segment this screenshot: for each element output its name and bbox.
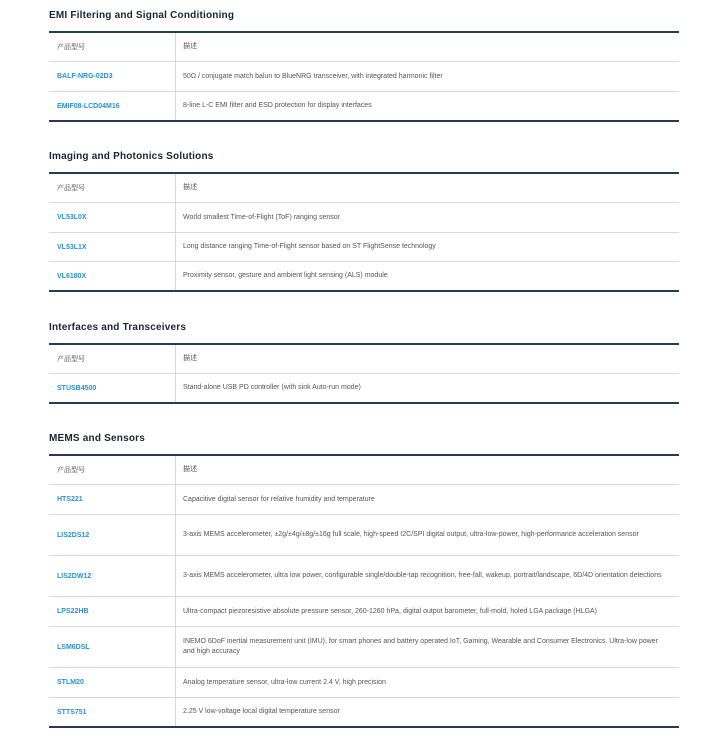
table-row (49, 668, 679, 698)
part-number-link[interactable]: HTS221 (57, 496, 83, 503)
section-emi-filtering (49, 9, 679, 110)
header-description: 描述 (183, 43, 197, 50)
table-row (49, 203, 679, 233)
part-number-link[interactable]: BALF-NRG-02D3 (57, 73, 113, 80)
header-description: 描述 (183, 355, 197, 362)
table-row (49, 62, 679, 92)
part-description: 50Ω / conjugate match balun to BlueNRG transceiver, with integrated harmonic filter (183, 72, 443, 80)
product-table (49, 343, 679, 404)
part-number-link[interactable]: LIS2DS12 (57, 531, 90, 539)
table-row (49, 92, 679, 122)
table-header-row (49, 174, 679, 203)
table-row (49, 627, 679, 668)
part-description: Ultra-compact piezoresistive absolute pressure sensor, 260-1260 hPa, digital output barometer, full-mold, holed LGA package (HLGA) (183, 607, 597, 615)
table-row (49, 374, 679, 404)
section-interfaces-transceivers (49, 321, 679, 392)
part-description: INEMO 6DoF inertial measurement unit (IMU), for smart phones and battery operated IoT, Gaming, Wearable and Consumer Electronics. Ultra-low power and high accuracy (183, 638, 658, 655)
table-row (49, 233, 679, 262)
header-part-number: 产品型号 (57, 356, 85, 363)
part-number-link[interactable]: STUSB4500 (57, 384, 97, 392)
part-number-link[interactable]: VL53L1X (57, 243, 87, 251)
part-description: 3-axis MEMS accelerometer, ultra low power, configurable single/double-tap recognition, free-fall, wakeup, portrait/landscape, 6D/4D orientation detections (183, 572, 662, 579)
header-part-number: 产品型号 (57, 467, 85, 474)
part-number-link[interactable]: LPS22HB (57, 608, 89, 615)
part-number-link[interactable]: STLM20 (57, 679, 84, 686)
part-description: Long distance ranging Time-of-Flight sensor based on ST FlightSense technology (183, 243, 436, 250)
part-number-link[interactable]: VL6180X (57, 272, 87, 280)
section-title: EMI Filtering and Signal Conditioning (49, 10, 235, 21)
part-description: 3-axis MEMS accelerometer, ±2g/±4g/±8g/±16g full scale, high-speed I2C/SPI digital output, ultra-low-power, high-performance acceleration sensor (183, 531, 639, 538)
product-table (49, 31, 679, 122)
product-table (49, 172, 679, 292)
table-row (49, 556, 679, 597)
section-title: Imaging and Photonics Solutions (49, 151, 214, 162)
part-description: 2.25 V low-voltage local digital temperature sensor (183, 708, 340, 715)
section-title: Interfaces and Transceivers (49, 322, 187, 333)
part-description: 8-line L-C EMI filter and ESD protection for display interfaces (183, 102, 372, 109)
header-description: 描述 (183, 184, 197, 191)
part-description: Analog temperature sensor, ultra-low current 2.4 V, high precision (183, 678, 386, 686)
part-description: World smallest Time-of-Flight (ToF) ranging sensor (183, 213, 341, 221)
table-row (49, 262, 679, 292)
table-header-row (49, 33, 679, 62)
part-description: Proximity sensor, gesture and ambient light sensing (ALS) module (183, 272, 388, 279)
header-part-number: 产品型号 (57, 185, 85, 192)
section-mems-sensors (49, 432, 679, 716)
table-row (49, 698, 679, 728)
table-row (49, 515, 679, 556)
section-title: MEMS and Sensors (49, 433, 145, 444)
part-description: Stand-alone USB PD controller (with sink Auto-run mode) (183, 384, 361, 391)
section-imaging-photonics (49, 150, 679, 280)
part-number-link[interactable]: STTS751 (57, 708, 87, 716)
table-header-row (49, 345, 679, 374)
header-description: 描述 (183, 466, 197, 473)
part-number-link[interactable]: VL53L0X (57, 214, 87, 221)
part-description: Capacitive digital sensor for relative humidity and temperature (183, 495, 375, 503)
header-part-number: 产品型号 (57, 44, 85, 51)
part-number-link[interactable]: EMIF08-LCD04M16 (57, 102, 120, 110)
table-row (49, 597, 679, 627)
part-number-link[interactable]: LSM6DSL (57, 643, 90, 651)
table-row (49, 485, 679, 515)
table-header-row (49, 456, 679, 485)
product-table (49, 454, 679, 728)
part-number-link[interactable]: LIS2DW12 (57, 572, 92, 580)
